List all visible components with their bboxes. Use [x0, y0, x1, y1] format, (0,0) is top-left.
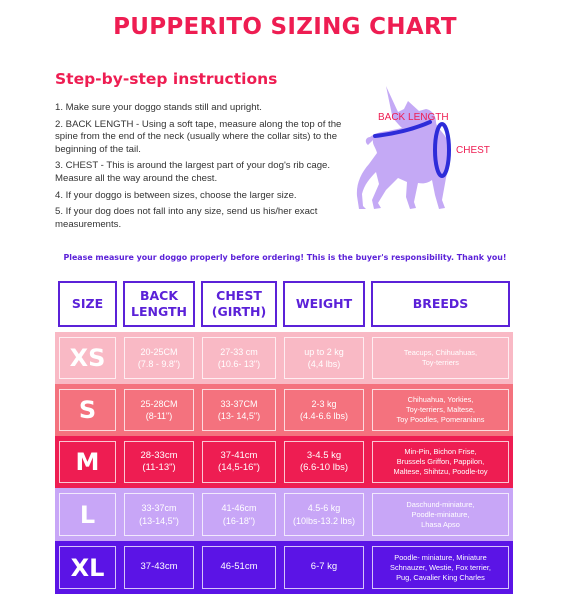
- weight-value: 4.5-6 kg: [307, 503, 341, 513]
- dog-measurement-illustration: [352, 82, 517, 220]
- chest-inches: (14,5-16"): [218, 462, 260, 473]
- size-cell: [55, 436, 120, 488]
- chest-inches: (10.6- 13"): [217, 359, 261, 369]
- weight-lbs: (6.6-10 lbs): [299, 462, 349, 473]
- header-back-length-line1: BACK: [139, 288, 179, 303]
- breeds-line: Poodle-miniature,: [411, 509, 470, 519]
- back-length-cell: [120, 541, 198, 594]
- breeds-cell: [368, 541, 513, 594]
- header-breeds: BREEDS: [371, 281, 510, 327]
- header-chest-line2: (GIRTH): [211, 304, 267, 319]
- back-length-value: 33-37cm: [141, 503, 177, 513]
- breeds-cell: [368, 436, 513, 488]
- table-header-row: [55, 276, 513, 332]
- back-length-cell: [120, 384, 198, 436]
- breeds-line: Toy-terriers: [422, 358, 459, 367]
- back-length-inches: (7.8 - 9.8"): [137, 359, 181, 369]
- header-weight: WEIGHT: [283, 281, 365, 327]
- chest-cell: [198, 332, 280, 384]
- table-row-xs: [55, 332, 513, 384]
- header-chest-line1: CHEST: [216, 288, 262, 303]
- back-length-value: 25-28CM: [140, 398, 178, 409]
- chest-value: 27-33 cm: [220, 346, 258, 357]
- size-cell: [55, 384, 120, 436]
- back-length-inches: (13-14,5"): [139, 515, 179, 526]
- header-back-length-cell: [120, 276, 198, 332]
- chest-cell: [198, 436, 280, 488]
- header-weight-cell: [280, 276, 368, 332]
- size-label: S: [78, 396, 97, 424]
- size-label: XS: [69, 344, 106, 372]
- instructions-list: [55, 102, 347, 235]
- breeds-cell: [368, 332, 513, 384]
- breeds-line: Toy Poodles, Pomeranians: [396, 415, 485, 424]
- weight-lbs: (4.4-6.6 lbs): [299, 411, 349, 421]
- measurement-notice: Please measure your doggo properly before ordering! This is the buyer's responsibility. Thank you!: [63, 253, 507, 262]
- breeds-cell: [368, 384, 513, 436]
- chest-inches: (13- 14,5"): [217, 411, 261, 421]
- back-length-inches: (8-11"): [145, 411, 173, 421]
- header-back-length: [123, 281, 195, 327]
- size-label: M: [75, 448, 100, 476]
- header-size: SIZE: [58, 281, 117, 327]
- back-length-cell: [120, 332, 198, 384]
- weight-cell: [280, 541, 368, 594]
- back-length-cell: [120, 436, 198, 488]
- size-label: L: [79, 500, 96, 529]
- breeds-line: Brussels Griffon, Pappilon,: [396, 457, 485, 466]
- breeds-line: Toy-terriers, Maltese,: [405, 405, 475, 414]
- instruction-step: 2. BACK LENGTH - Using a soft tape, measure along the top of the spine from the end of the neck (usually where the collar sits) to the beginning of the tail.: [55, 118, 342, 155]
- weight-value: 2-3 kg: [311, 398, 337, 409]
- page-title: PUPPERITO SIZING CHART: [113, 14, 457, 40]
- sizing-table: [55, 276, 513, 594]
- instruction-step: 3. CHEST - This is around the largest part of your dog's rib cage. Measure all the way around the chest.: [55, 160, 331, 184]
- breeds-line: Min-Pin, Bichon Frise,: [404, 447, 477, 456]
- header-chest-cell: [198, 276, 280, 332]
- header-chest: [201, 281, 277, 327]
- weight-lbs: (4,4 lbs): [307, 359, 341, 369]
- table-row-m: [55, 436, 513, 488]
- chest-cell: [198, 384, 280, 436]
- instructions-heading: Step-by-step instructions: [55, 70, 278, 88]
- chest-cell: [198, 541, 280, 594]
- chest-value: 46-51cm: [220, 561, 258, 573]
- back-length-label: BACK LENGTH: [378, 112, 449, 123]
- back-length-cell: [120, 488, 198, 541]
- chest-cell: [198, 488, 280, 541]
- chest-inches: (16-18"): [222, 515, 256, 526]
- weight-cell: [280, 332, 368, 384]
- weight-cell: [280, 488, 368, 541]
- breeds-line: Chihuahua, Yorkies,: [407, 395, 474, 404]
- size-cell: [55, 488, 120, 541]
- back-length-inches: (11-13"): [142, 462, 176, 473]
- breeds-line: Schnauzer, Westie, Fox terrier,: [390, 562, 491, 572]
- size-label: XL: [70, 553, 105, 582]
- breeds-line: Pug, Cavalier King Charles: [396, 572, 485, 582]
- weight-cell: [280, 384, 368, 436]
- breeds-line: Teacups, Chihuahuas,: [403, 348, 478, 357]
- table-row-l: [55, 488, 513, 541]
- chest-value: 41-46cm: [221, 503, 257, 513]
- size-cell: [55, 541, 120, 594]
- weight-value: 6-7 kg: [310, 561, 338, 573]
- breeds-line: Daschund-miniature,: [406, 499, 475, 509]
- chest-value: 37-41cm: [220, 449, 258, 461]
- breeds-line: Poodle- miniature, Miniature: [394, 552, 487, 562]
- breeds-cell: [368, 488, 513, 541]
- back-length-value: 37-43cm: [140, 561, 178, 573]
- back-length-value: 20-25CM: [140, 346, 178, 357]
- header-size-cell: [55, 276, 120, 332]
- chest-label: CHEST: [456, 145, 490, 156]
- header-back-length-line2: LENGTH: [131, 304, 187, 319]
- header-breeds-cell: [368, 276, 513, 332]
- breeds-line: Maltese, Shihtzu, Poodle-toy: [393, 467, 488, 476]
- table-row-xl: [55, 541, 513, 594]
- size-cell: [55, 332, 120, 384]
- instruction-step: 4. If your doggo is between sizes, choose the larger size.: [55, 189, 297, 201]
- weight-value: up to 2 kg: [304, 346, 344, 357]
- chest-value: 33-37CM: [220, 398, 258, 409]
- breeds-line: Lhasa Apso: [421, 519, 460, 529]
- back-length-value: 28-33cm: [140, 449, 178, 461]
- instruction-step: 1. Make sure your doggo stands still and upright.: [55, 102, 262, 113]
- instruction-step: 5. If your dog does not fall into any size, send us his/her exact measurements.: [55, 206, 318, 230]
- weight-lbs: (10lbs-13.2 lbs): [292, 515, 356, 526]
- table-row-s: [55, 384, 513, 436]
- weight-value: 3-4.5 kg: [306, 449, 342, 461]
- weight-cell: [280, 436, 368, 488]
